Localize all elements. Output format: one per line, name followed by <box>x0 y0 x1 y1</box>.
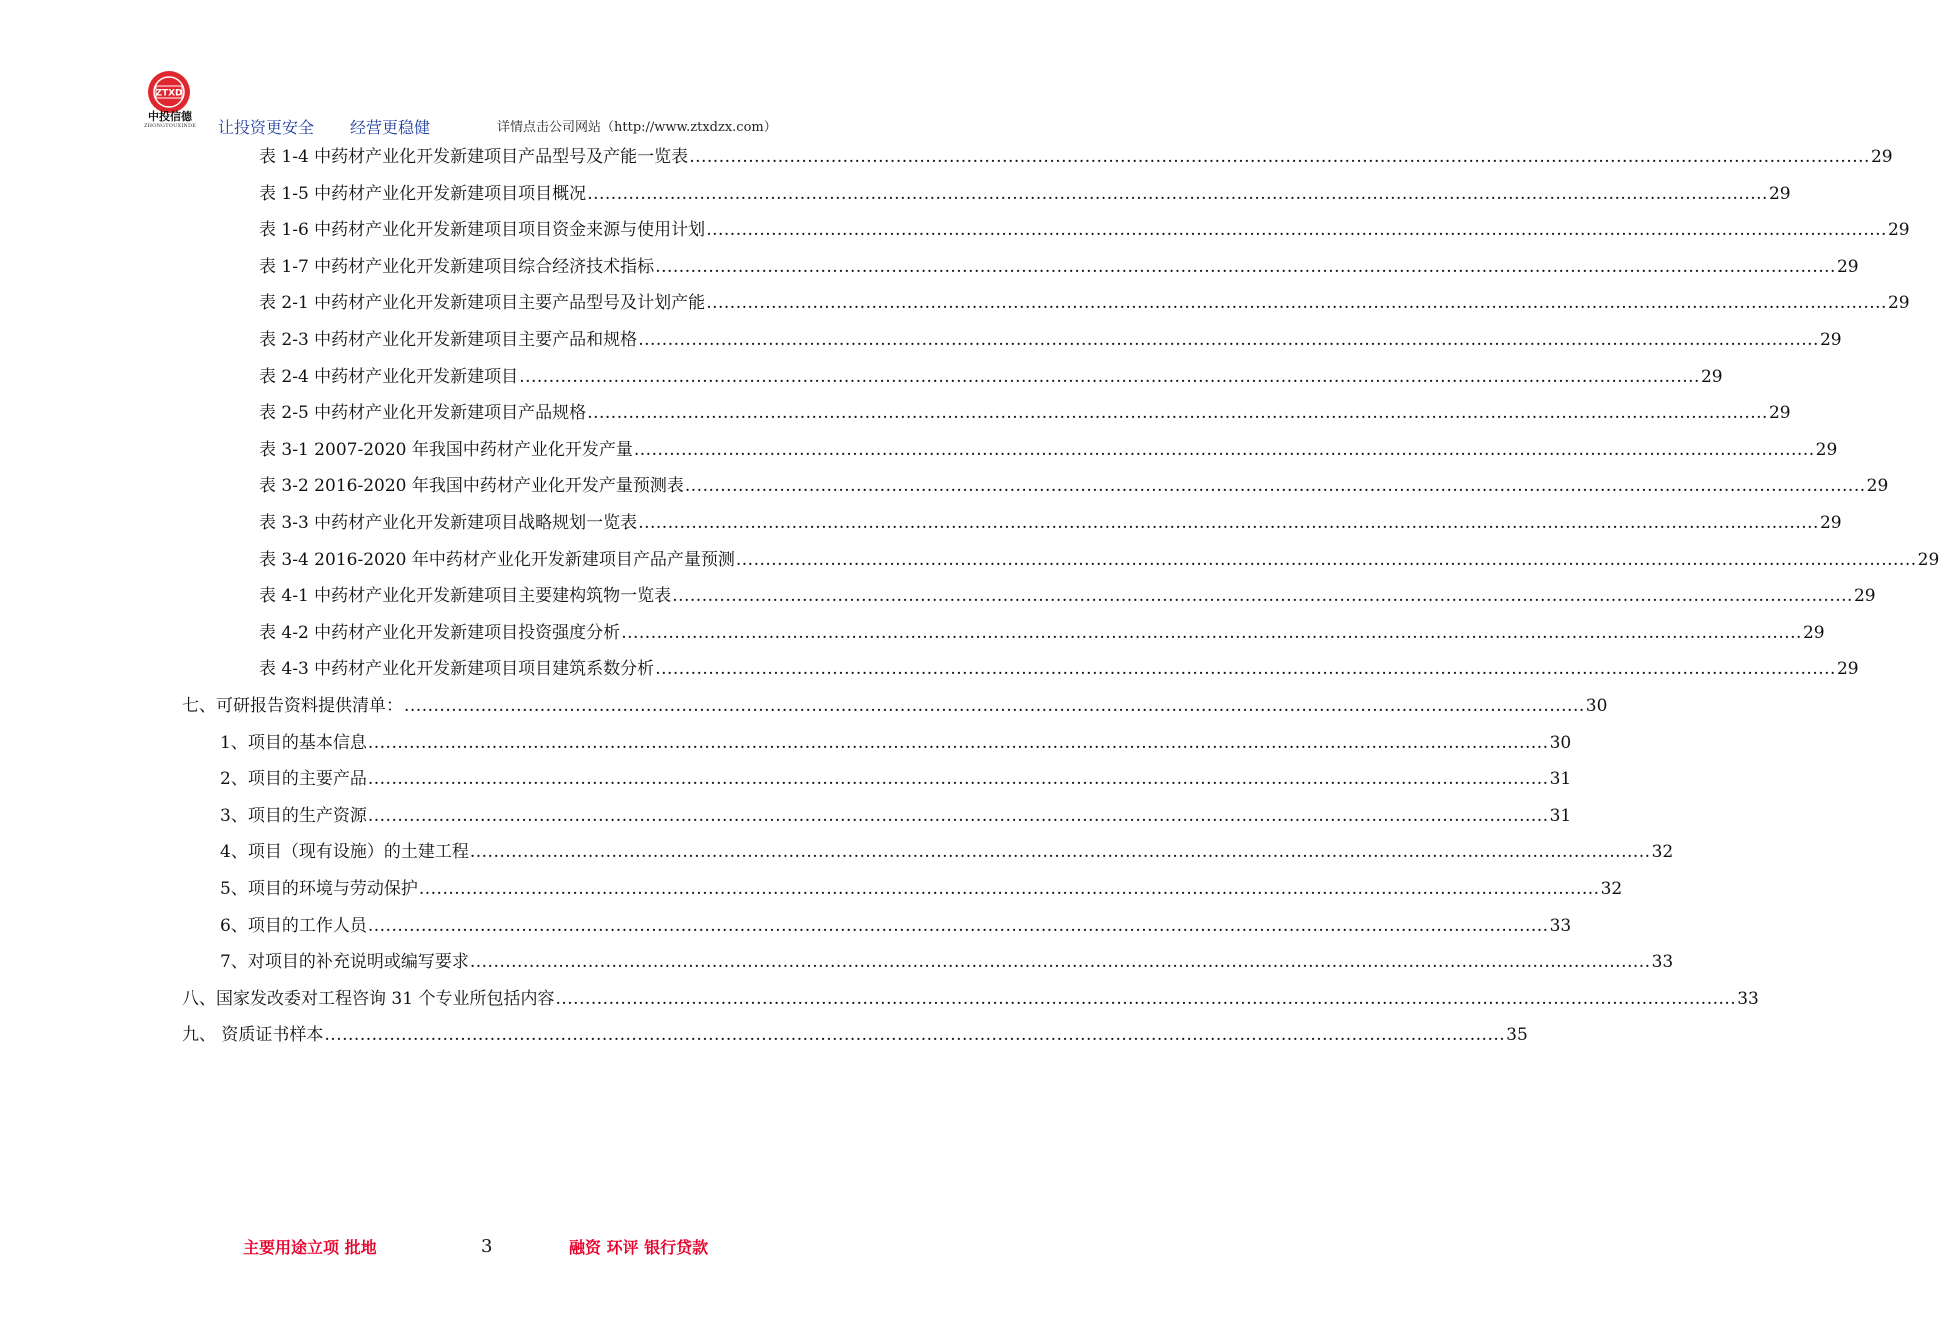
company-website-link[interactable]: 详情点击公司网站（http://www.ztxdzx.com） <box>497 120 777 135</box>
toc-entry-label: 表 2-1 中药材产业化开发新建项目主要产品型号及计划产能 <box>259 293 706 314</box>
toc-leader-dots: ........................................................................................................................................................................................................ <box>367 915 1549 936</box>
toc-entry-page: 29 <box>1819 330 1842 350</box>
toc-leader-dots: ........................................................................................................................................................................................................ <box>638 513 1819 533</box>
toc-entry-page: 33 <box>1651 952 1674 973</box>
toc-entry[interactable] <box>259 256 1859 278</box>
toc-entry-page: 29 <box>1917 549 1939 570</box>
toc-entry-page: 35 <box>1506 1025 1528 1046</box>
toc-entry[interactable] <box>259 475 1889 497</box>
toc-entry-label: 表 4-1 中药材产业化开发新建项目主要建构筑物一览表 <box>259 586 672 607</box>
toc-entry[interactable] <box>259 402 1791 424</box>
toc-leader-dots: ........................................................................................................................................................................................................ <box>621 622 1802 643</box>
toc-leader-dots: ........................................................................................................................................................................................................ <box>519 366 1700 387</box>
toc-leader-dots: ........................................................................................................................................................................................................ <box>324 1025 1506 1046</box>
toc-leader-dots: ........................................................................................................................................................................................................ <box>555 988 1737 1009</box>
toc-entry[interactable] <box>220 951 1674 973</box>
toc-entry[interactable] <box>259 329 1842 351</box>
toc-entry-label: 八、国家发改委对工程咨询 31 个专业所包括内容 <box>182 988 555 1009</box>
toc-entry[interactable] <box>259 292 1910 314</box>
toc-entry-page: 29 <box>1700 366 1723 387</box>
toc-entry-page: 29 <box>1802 622 1825 643</box>
toc-entry-page: 32 <box>1600 879 1623 899</box>
toc-entry-label: 表 2-5 中药材产业化开发新建项目产品规格 <box>259 403 587 424</box>
toc-leader-dots: ........................................................................................................................................................................................................ <box>655 659 1836 680</box>
logo-subtitle: ZHONGTOUXINDE <box>143 123 197 129</box>
toc-leader-dots: ........................................................................................................................................................................................................ <box>672 586 1853 607</box>
toc-leader-dots: ........................................................................................................................................................................................................ <box>367 769 1549 790</box>
toc-leader-dots: ........................................................................................................................................................................................................ <box>587 183 1768 204</box>
toc-entry-label: 2、项目的主要产品 <box>220 769 367 790</box>
toc-entry-label: 表 1-7 中药材产业化开发新建项目综合经济技术指标 <box>259 256 655 277</box>
logo-name: 中投信德 <box>148 110 192 123</box>
toc-entry[interactable] <box>182 695 1608 717</box>
toc-entry[interactable] <box>259 219 1910 241</box>
toc-entry-label: 表 3-3 中药材产业化开发新建项目战略规划一览表 <box>259 513 638 533</box>
toc-entry-label: 1、项目的基本信息 <box>220 732 367 753</box>
toc-entry-label: 3、项目的生产资源 <box>220 805 367 826</box>
toc-leader-dots: ........................................................................................................................................................................................................ <box>638 330 1819 350</box>
toc-leader-dots: ........................................................................................................................................................................................................ <box>587 403 1768 424</box>
toc-entry-page: 29 <box>1870 147 1893 167</box>
toc-leader-dots: ........................................................................................................................................................................................................ <box>633 439 1815 460</box>
toc-entry[interactable] <box>259 183 1791 205</box>
toc-leader-dots: ........................................................................................................................................................................................................ <box>655 256 1836 277</box>
toc-entry-label: 表 4-2 中药材产业化开发新建项目投资强度分析 <box>259 622 621 643</box>
toc-entry-page: 30 <box>1549 732 1572 753</box>
toc-entry[interactable] <box>220 732 1572 754</box>
slogan-stable-operation: 经营更稳健 <box>350 118 431 137</box>
toc-entry-label: 表 3-2 2016-2020 年我国中药材产业化开发产量预测表 <box>259 476 684 497</box>
toc-entry-page: 33 <box>1737 988 1759 1009</box>
toc-entry[interactable] <box>259 439 1838 461</box>
toc-leader-dots: ........................................................................................................................................................................................................ <box>684 476 1866 497</box>
toc-entry[interactable] <box>259 622 1825 644</box>
toc-entry[interactable] <box>220 915 1572 937</box>
toc-entry-page: 32 <box>1651 842 1674 863</box>
toc-entry-label: 九、 资质证书样本 <box>182 1025 324 1046</box>
toc-leader-dots: ........................................................................................................................................................................................................ <box>735 549 1917 570</box>
toc-entry[interactable] <box>259 658 1859 680</box>
toc-entry[interactable] <box>259 512 1842 534</box>
toc-entry-label: 表 1-5 中药材产业化开发新建项目项目概况 <box>259 183 587 204</box>
toc-entry[interactable] <box>182 988 1759 1010</box>
toc-leader-dots: ........................................................................................................................................................................................................ <box>469 842 1651 863</box>
toc-entry-page: 29 <box>1887 293 1910 314</box>
toc-entry-page: 31 <box>1549 805 1572 826</box>
toc-entry-page: 29 <box>1887 220 1910 241</box>
toc-entry-page: 29 <box>1768 403 1791 424</box>
toc-entry-page: 31 <box>1549 769 1572 790</box>
toc-entry-page: 29 <box>1853 586 1876 607</box>
svg-text:ZTXD: ZTXD <box>155 88 183 99</box>
toc-entry-label: 表 3-4 2016-2020 年中药材产业化开发新建项目产品产量预测 <box>259 549 735 570</box>
toc-leader-dots: ........................................................................................................................................................................................................ <box>469 952 1651 973</box>
toc-entry-page: 29 <box>1819 513 1842 533</box>
toc-entry[interactable] <box>182 1024 1528 1046</box>
toc-leader-dots: ........................................................................................................................................................................................................ <box>689 147 1870 167</box>
toc-entry-page: 29 <box>1836 659 1859 680</box>
toc-entry-page: 29 <box>1815 439 1838 460</box>
toc-entry-page: 29 <box>1768 183 1791 204</box>
footer-services-text: 融资 环评 银行贷款 <box>569 1238 709 1257</box>
toc-entry-label: 表 2-4 中药材产业化开发新建项目 <box>259 366 519 387</box>
toc-leader-dots: ........................................................................................................................................................................................................ <box>706 293 1887 314</box>
slogan-safer-investment: 让投资更安全 <box>218 118 315 137</box>
toc-entry[interactable] <box>259 585 1876 607</box>
toc-entry[interactable] <box>259 366 1723 388</box>
toc-entry-page: 29 <box>1836 256 1859 277</box>
toc-entry-page: 29 <box>1866 476 1889 497</box>
toc-entry-label: 表 2-3 中药材产业化开发新建项目主要产品和规格 <box>259 330 638 350</box>
toc-leader-dots: ........................................................................................................................................................................................................ <box>418 879 1600 899</box>
toc-entry[interactable] <box>259 146 1893 168</box>
toc-entry-label: 七、可研报告资料提供清单： <box>182 696 403 716</box>
toc-entry[interactable] <box>220 878 1623 900</box>
toc-entry-page: 30 <box>1585 696 1608 716</box>
toc-entry[interactable] <box>259 549 1939 571</box>
toc-entry-label: 5、项目的环境与劳动保护 <box>220 879 418 899</box>
toc-entry-label: 表 4-3 中药材产业化开发新建项目项目建筑系数分析 <box>259 659 655 680</box>
toc-leader-dots: ........................................................................................................................................................................................................ <box>404 696 1585 716</box>
toc-entry-label: 7、对项目的补充说明或编写要求 <box>220 952 469 973</box>
toc-entry-label: 4、项目（现有设施）的土建工程 <box>220 842 469 863</box>
toc-entry[interactable] <box>220 841 1674 863</box>
toc-entry-label: 表 3-1 2007-2020 年我国中药材产业化开发产量 <box>259 439 633 460</box>
toc-entry-label: 6、项目的工作人员 <box>220 915 367 936</box>
footer-usage-text: 主要用途立项 批地 <box>243 1238 377 1257</box>
toc-leader-dots: ........................................................................................................................................................................................................ <box>367 732 1549 753</box>
page-number: 3 <box>481 1236 493 1257</box>
toc-entry[interactable] <box>220 805 1572 827</box>
toc-entry-page: 33 <box>1549 915 1572 936</box>
toc-leader-dots: ........................................................................................................................................................................................................ <box>367 805 1549 826</box>
toc-entry[interactable] <box>220 768 1572 790</box>
toc-entry-label: 表 1-6 中药材产业化开发新建项目项目资金来源与使用计划 <box>259 220 706 241</box>
toc-entry-label: 表 1-4 中药材产业化开发新建项目产品型号及产能一览表 <box>259 147 689 167</box>
toc-leader-dots: ........................................................................................................................................................................................................ <box>706 220 1887 241</box>
